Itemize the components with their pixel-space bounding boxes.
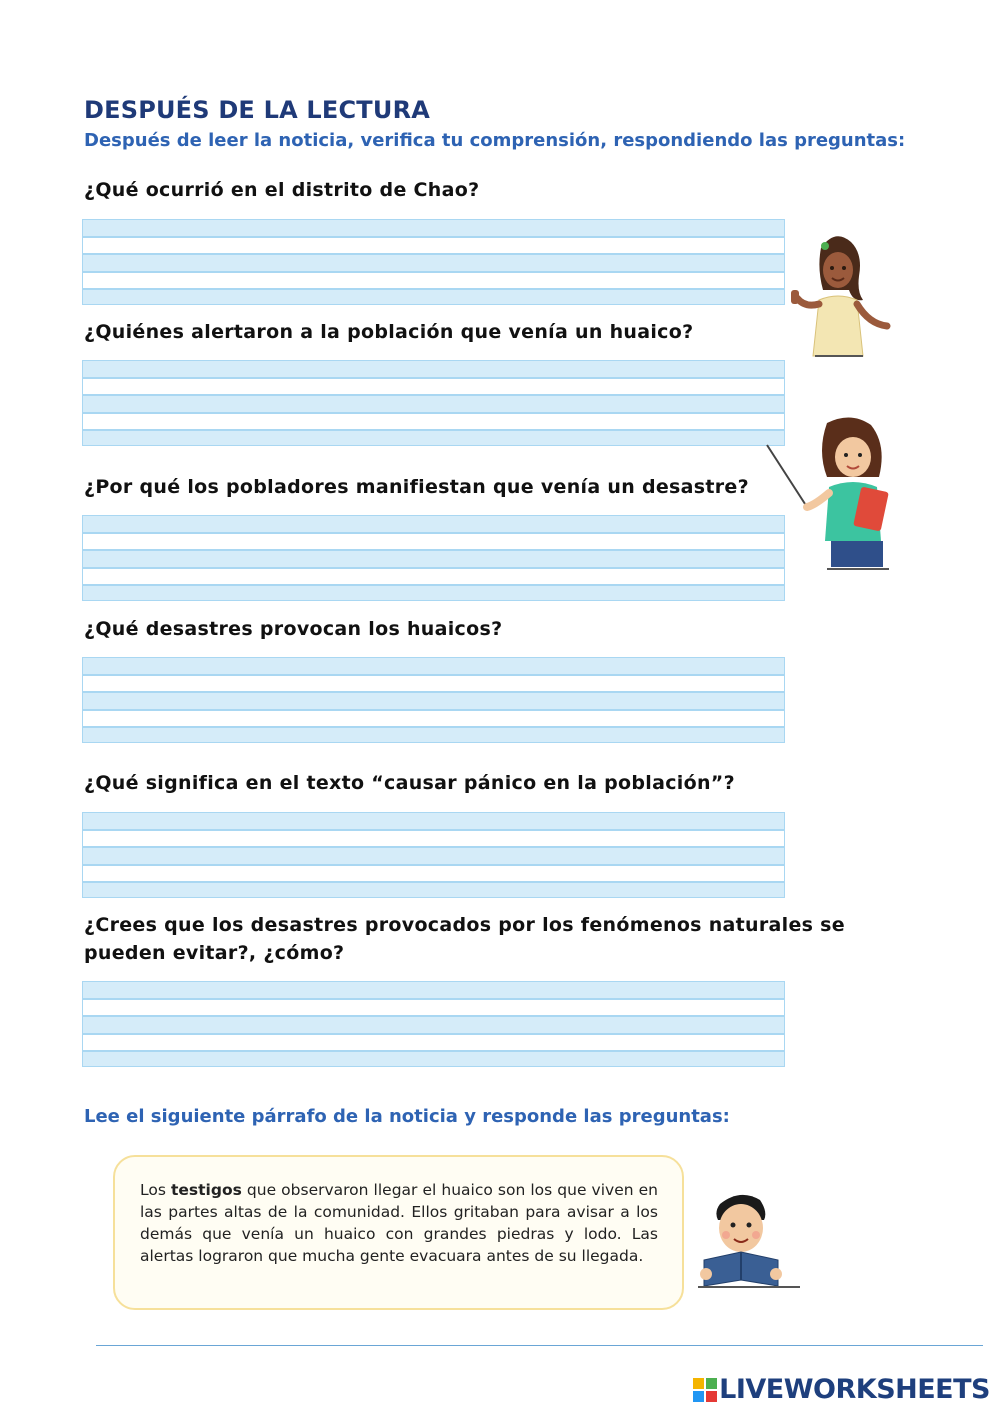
answer-field-5[interactable] (82, 812, 785, 898)
footer-divider (96, 1345, 983, 1346)
news-paragraph-box (113, 1155, 684, 1310)
question-2: ¿Quiénes alertaron a la población que venía un huaico? (84, 321, 694, 343)
question-1: ¿Qué ocurrió en el distrito de Chao? (84, 179, 480, 201)
answer-field-1[interactable] (82, 219, 785, 305)
question-5: ¿Qué significa en el texto “causar pánico en la población”? (84, 772, 735, 794)
answer-field-3[interactable] (82, 515, 785, 601)
brand-name: LIVEWORKSHEETS (719, 1374, 990, 1405)
girl-thumbs-up-illustration (783, 228, 898, 363)
teacher-illustration (765, 415, 900, 575)
page-title: DESPUÉS DE LA LECTURA (84, 96, 431, 124)
question-4: ¿Qué desastres provocan los huaicos? (84, 618, 503, 640)
answer-field-6[interactable] (82, 981, 785, 1067)
answer-field-4[interactable] (82, 657, 785, 743)
liveworksheets-logo-icon (693, 1378, 717, 1402)
keyword-testigos: testigos (171, 1181, 242, 1199)
paragraph-heading: Lee el siguiente párrafo de la noticia y responde las preguntas: (84, 1106, 730, 1127)
answer-field-2[interactable] (82, 360, 785, 446)
page-subtitle: Después de leer la noticia, verifica tu comprensión, respondiendo las preguntas: (84, 130, 906, 151)
boy-reading-illustration (690, 1190, 805, 1290)
question-6: ¿Crees que los desastres provocados por los fenómenos naturales se pueden evitar?, ¿cómo? (84, 914, 845, 964)
liveworksheets-brand (693, 1374, 990, 1405)
question-3: ¿Por qué los pobladores manifiestan que venía un desastre? (84, 476, 749, 498)
news-paragraph: Los testigos que observaron llegar el huaico son los que viven en las partes altas de la comunidad. Ellos gritaban para avisar a los demás que venía un huaico con grandes piedras y lodo. Las alertas lograron que mucha gente evacuara antes de su llegada. (140, 1181, 658, 1265)
